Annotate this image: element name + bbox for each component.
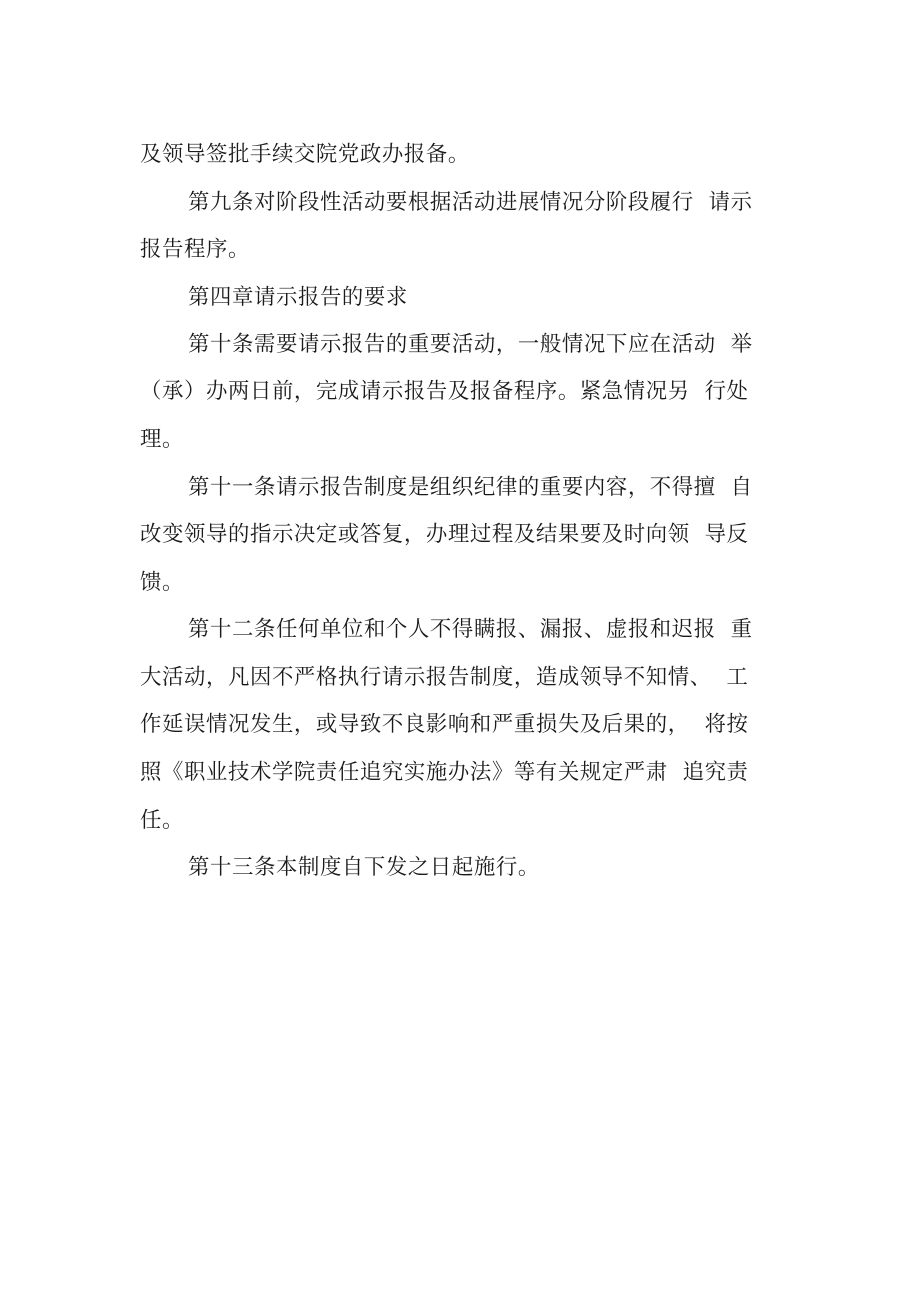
article-10-line-1: 第十条需要请示报告的重要活动，一般情况下应在活动 举 <box>188 332 753 357</box>
article-12-line-5: 任。 <box>140 808 184 833</box>
article-11-line-1: 第十一条请示报告制度是组织纪律的重要内容，不得擅 自 <box>188 475 753 500</box>
article-12-line-2: 大活动，凡因不严格执行请示报告制度，造成领导不知情、 工 <box>140 665 749 690</box>
article-11-line-3: 馈。 <box>140 570 184 595</box>
article-10-line-2: （承）办两日前，完成请示报告及报备程序。紧急情况另 行处 <box>140 379 749 404</box>
chapter-4-heading: 第四章请示报告的要求 <box>188 285 408 310</box>
text-line: 及领导签批手续交院党政办报备。 <box>140 142 470 167</box>
article-12-line-1: 第十二条任何单位和个人不得瞒报、漏报、虚报和迟报 重 <box>188 617 753 642</box>
article-9-line-2: 报告程序。 <box>140 237 250 262</box>
article-12-line-3: 作延误情况发生，或导致不良影响和严重损失及后果的， 将按 <box>140 712 749 737</box>
article-12-line-4: 照《职业技术学院责任追究实施办法》等有关规定严肃 追究责 <box>140 760 749 785</box>
article-10-line-3: 理。 <box>140 427 184 452</box>
article-9-line-1: 第九条对阶段性活动要根据活动进展情况分阶段履行 请示 <box>188 190 753 215</box>
article-13-line-1: 第十三条本制度自下发之日起施行。 <box>188 855 540 880</box>
article-11-line-2: 改变领导的指示决定或答复，办理过程及结果要及时向领 导反 <box>140 522 749 547</box>
